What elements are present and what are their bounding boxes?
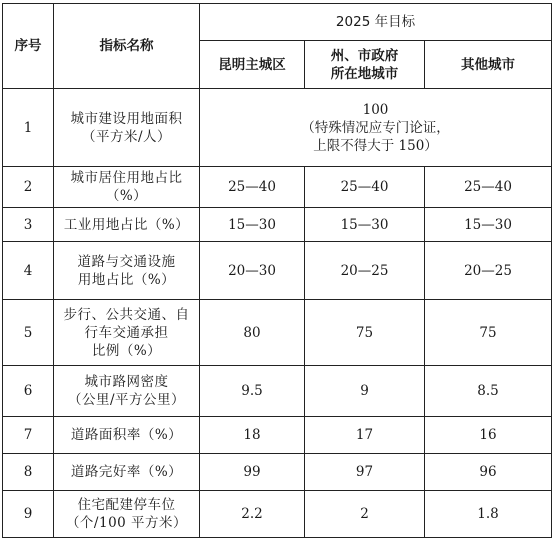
table-row (3, 454, 552, 491)
value-prefecture: 2 (305, 491, 425, 538)
indicator-table (2, 3, 552, 538)
value-kunming: 2.2 (200, 491, 305, 538)
indicator-name-line: 城市居住用地占比（%） (70, 170, 183, 204)
indicator-name-line: 城市路网密度 (84, 374, 169, 390)
value-other: 16 (425, 417, 552, 454)
value-kunming: 25—40 (200, 167, 305, 208)
value-kunming: 99 (200, 454, 305, 491)
col-header-name: 指标名称 (54, 4, 200, 89)
indicator-name-line: 道路与交通设施 (77, 253, 176, 270)
value-prefecture: 75 (305, 300, 425, 366)
indicator-name-line: 道路完好率（%） (70, 464, 183, 480)
indicator-name (54, 366, 200, 417)
row-index: 8 (3, 454, 54, 491)
row-index: 6 (3, 366, 54, 417)
value-other: 75 (425, 300, 552, 366)
indicator-name-line: 城市建设用地面积 (70, 110, 183, 127)
col-header-prefecture-line: 州、市政府 (330, 47, 399, 64)
value-kunming: 9.5 (200, 366, 305, 417)
value-prefecture: 97 (305, 454, 425, 491)
table-row (3, 208, 552, 242)
indicator-name (54, 454, 200, 491)
table-row (3, 242, 552, 300)
row-index: 5 (3, 300, 54, 366)
indicator-name-line: 步行、公共交通、自 (63, 306, 190, 323)
value-prefecture: 20—25 (305, 242, 425, 300)
table-row (3, 491, 552, 538)
row-index: 4 (3, 242, 54, 300)
col-header-kunming (200, 41, 305, 89)
row-index: 2 (3, 167, 54, 208)
indicator-name (54, 491, 200, 538)
value-kunming: 80 (200, 300, 305, 366)
col-header-other (425, 41, 552, 89)
value-other: 8.5 (425, 366, 552, 417)
table-row (3, 300, 552, 366)
col-header-prefecture-line: 所在地城市 (330, 65, 399, 82)
indicator-name-line: 道路面积率（%） (70, 427, 183, 443)
value-other: 15—30 (425, 208, 552, 242)
indicator-name-line: （平方米/人） (81, 128, 172, 145)
table-row (3, 167, 552, 208)
row-index: 3 (3, 208, 54, 242)
header-row-top (3, 4, 552, 41)
merged-target-value (200, 89, 552, 167)
value-kunming: 18 (200, 417, 305, 454)
value-kunming: 20—30 (200, 242, 305, 300)
indicator-name-line: 工业用地占比（%） (63, 216, 190, 233)
indicator-name (54, 300, 200, 366)
value-prefecture: 9 (305, 366, 425, 417)
row-index: 9 (3, 491, 54, 538)
indicator-name-line: 住宅配建停车位 (77, 497, 176, 513)
indicator-name-line: 用地占比（%） (77, 271, 176, 288)
indicator-name (54, 242, 200, 300)
merged-target-line: （特殊情况应专门论证， (301, 119, 450, 136)
row-index: 1 (3, 89, 54, 167)
value-prefecture: 25—40 (305, 167, 425, 208)
indicator-name (54, 417, 200, 454)
table-row (3, 366, 552, 417)
table-body (3, 4, 552, 538)
value-kunming: 15—30 (200, 208, 305, 242)
indicator-name-line: 行车交通承担 (84, 324, 169, 341)
row-index: 7 (3, 417, 54, 454)
value-other: 20—25 (425, 242, 552, 300)
merged-target-line: 上限不得大于 150） (313, 137, 438, 154)
indicator-name (54, 89, 200, 167)
merged-target-line: 100 (362, 101, 389, 118)
table-row (3, 417, 552, 454)
col-header-index: 序号 (3, 4, 54, 89)
indicator-name-line: 比例（%） (91, 342, 162, 359)
col-header-other-line: 其他城市 (461, 56, 515, 73)
col-header-target: 2025 年目标 (200, 4, 552, 41)
value-other: 96 (425, 454, 552, 491)
indicator-name-line: （公里/平方公里） (67, 392, 186, 408)
value-other: 25—40 (425, 167, 552, 208)
value-prefecture: 15—30 (305, 208, 425, 242)
value-prefecture: 17 (305, 417, 425, 454)
table-row (3, 89, 552, 167)
col-header-kunming-line: 昆明主城区 (218, 56, 286, 73)
indicator-name (54, 208, 200, 242)
col-header-prefecture (305, 41, 425, 89)
indicator-name-line: （个/100 平方米） (65, 515, 188, 531)
indicator-name (54, 167, 200, 208)
value-other: 1.8 (425, 491, 552, 538)
